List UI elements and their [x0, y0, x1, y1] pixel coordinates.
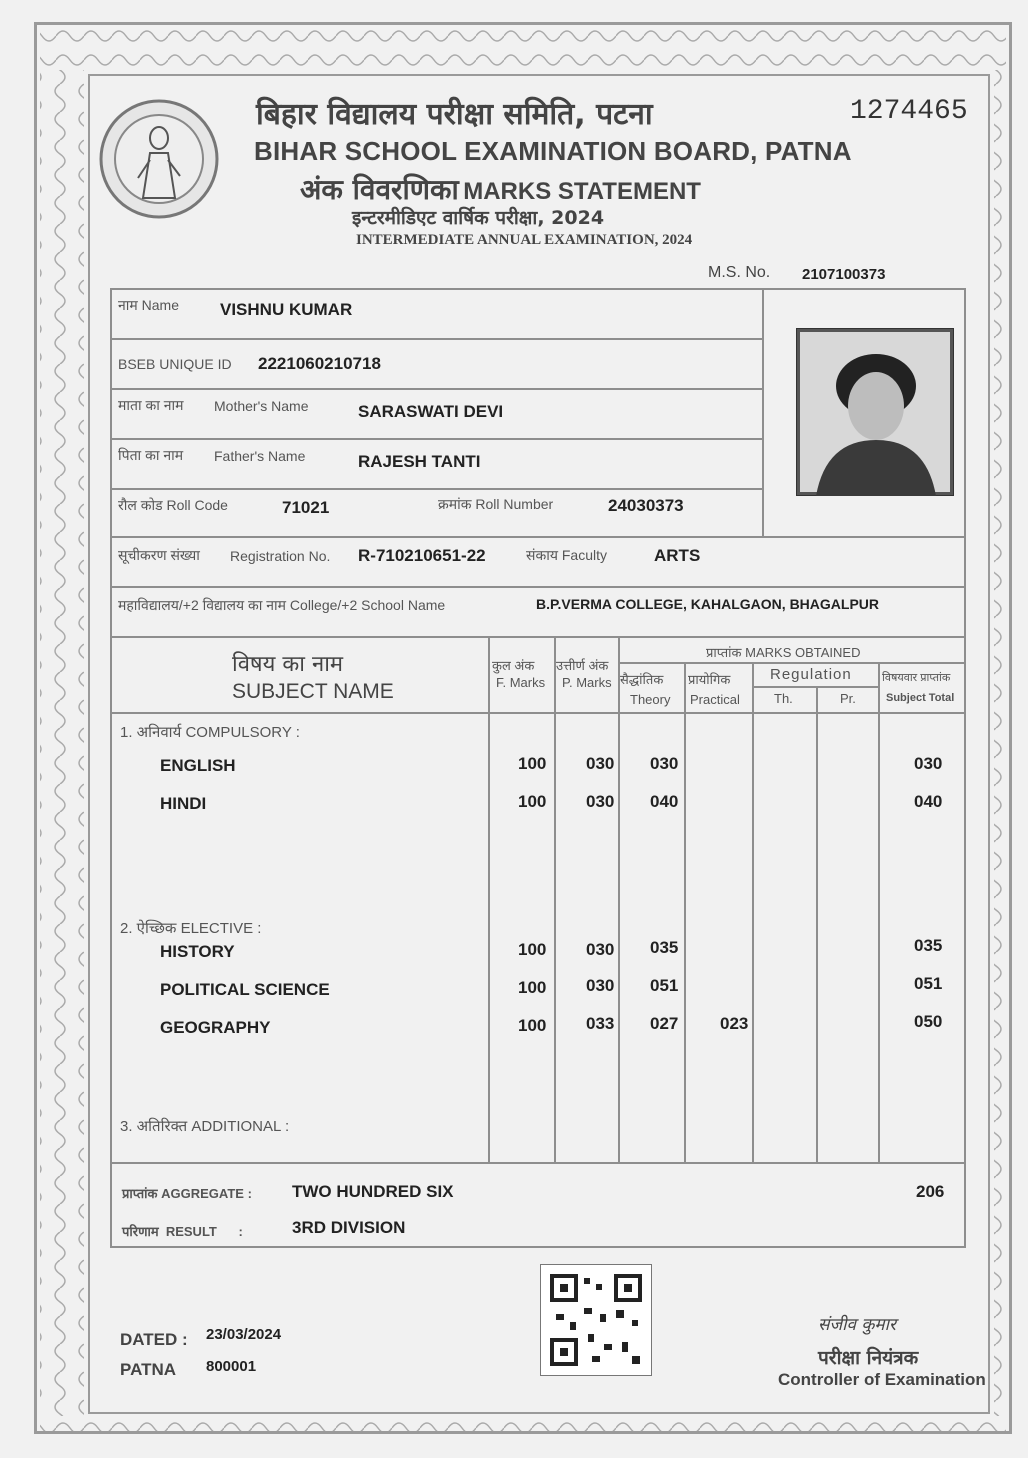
section-compulsory: 1. अनिवार्य COMPULSORY : [120, 724, 300, 741]
pass-marks: 030 [586, 754, 615, 773]
theory-marks: 035 [650, 938, 679, 957]
statement-title-english: MARKS STATEMENT [463, 178, 701, 205]
theory-marks: 040 [650, 792, 679, 811]
qr-code [540, 1264, 652, 1376]
rule [878, 662, 880, 1164]
rule [816, 686, 818, 1164]
theory-marks: 030 [650, 754, 679, 773]
roll-number-label: क्रमांक Roll Number [438, 496, 554, 512]
fmarks-header-english: F. Marks [496, 675, 546, 690]
practical-header-english: Practical [690, 692, 740, 707]
subject-total-header-english: Subject Total [886, 692, 955, 704]
registration-number: R-710210651-22 [358, 546, 486, 565]
result-label: परिणाम RESULT : [122, 1224, 243, 1239]
rule [110, 338, 764, 340]
full-marks: 100 [518, 1016, 547, 1035]
theory-marks: 051 [650, 976, 679, 995]
subject-name: HINDI [160, 794, 207, 813]
theory-marks: 027 [650, 1014, 679, 1033]
subject-total: 051 [914, 974, 943, 993]
full-marks: 100 [518, 792, 547, 811]
subject-total: 030 [914, 754, 943, 773]
serial-number: 1274465 [850, 96, 968, 127]
section-additional: 3. अतिरिक्त ADDITIONAL : [120, 1118, 290, 1135]
rule [752, 686, 878, 688]
rule [618, 662, 964, 664]
rule [110, 488, 764, 490]
ms-no-value: 2107100373 [802, 266, 886, 283]
roll-code-value: 71021 [282, 498, 330, 517]
rule [110, 636, 112, 1248]
student-name: VISHNU KUMAR [220, 300, 353, 319]
faculty-label: संकाय Faculty [526, 547, 607, 563]
exam-name-english: INTERMEDIATE ANNUAL EXAMINATION, 2024 [356, 232, 693, 248]
rule [110, 438, 764, 440]
college-name: B.P.VERMA COLLEGE, KAHALGAON, BHAGALPUR [536, 596, 880, 612]
subject-name: GEOGRAPHY [160, 1018, 271, 1037]
rule [110, 636, 966, 638]
place-value: 800001 [206, 1358, 257, 1375]
rule [110, 388, 764, 390]
result-value: 3RD DIVISION [292, 1218, 406, 1237]
registration-label-english: Registration No. [230, 548, 331, 564]
roll-number-value: 24030373 [608, 496, 684, 515]
full-marks: 100 [518, 978, 547, 997]
rule [110, 586, 966, 588]
subject-name: ENGLISH [160, 756, 236, 775]
rule [110, 712, 966, 714]
mother-label-english: Mother's Name [214, 398, 309, 414]
full-marks: 100 [518, 754, 547, 773]
rule [618, 636, 620, 1164]
statement-title [300, 170, 701, 208]
aggregate-words: TWO HUNDRED SIX [292, 1182, 454, 1201]
board-seal-logo [98, 98, 220, 220]
registration-label-hindi: सूचीकरण संख्या [118, 547, 200, 563]
rule [488, 636, 490, 1164]
board-name-english: BIHAR SCHOOL EXAMINATION BOARD, PATNA [254, 136, 852, 166]
subject-name: POLITICAL SCIENCE [160, 980, 330, 999]
rule [684, 662, 686, 1164]
rule [110, 1162, 966, 1164]
subject-total: 035 [914, 936, 943, 955]
rule [964, 636, 966, 1248]
subject-header-hindi: विषय का नाम [232, 652, 344, 677]
rule [554, 636, 556, 1164]
controller-signature: संजीव कुमार [818, 1315, 896, 1335]
controller-title-hindi: परीक्षा नियंत्रक [818, 1347, 919, 1369]
roll-code-label: रौल कोड Roll Code [118, 497, 228, 513]
aggregate-value: 206 [916, 1182, 945, 1201]
rule [110, 1246, 966, 1248]
unique-id-value: 2221060210718 [258, 354, 381, 373]
full-marks: 100 [518, 940, 547, 959]
regulation-th-header: Th. [774, 691, 793, 706]
pass-marks: 030 [586, 976, 615, 995]
practical-header-hindi: प्रायोगिक [688, 672, 731, 687]
dated-value: 23/03/2024 [206, 1326, 282, 1343]
subject-total: 050 [914, 1012, 943, 1031]
statement-title-hindi: अंक विवरणिका [300, 173, 459, 206]
section-elective: 2. ऐच्छिक ELECTIVE : [120, 920, 262, 937]
exam-name-hindi: इन्टरमीडिएट वार्षिक परीक्षा, 2024 [352, 207, 605, 229]
subject-total: 040 [914, 792, 943, 811]
regulation-header: Regulation [770, 666, 852, 683]
faculty-value: ARTS [654, 546, 701, 565]
subject-header-english: SUBJECT NAME [232, 680, 394, 703]
pmarks-header-english: P. Marks [562, 675, 612, 690]
rule [110, 536, 966, 538]
college-label: महाविद्यालय/+2 विद्यालय का नाम College/+2 School Name [118, 597, 446, 613]
controller-title-english: Controller of Examination [778, 1370, 986, 1389]
theory-header-english: Theory [630, 692, 671, 707]
father-name: RAJESH TANTI [358, 452, 481, 471]
regulation-pr-header: Pr. [840, 691, 856, 706]
pass-marks: 030 [586, 792, 615, 811]
theory-header-hindi: सैद्धांतिक [620, 672, 664, 687]
subject-name: HISTORY [160, 942, 235, 961]
subject-total-header-hindi: विषयवार प्राप्तांक [882, 672, 951, 684]
fmarks-header-hindi: कुल अंक [492, 658, 535, 673]
student-photo [796, 328, 954, 496]
rule [762, 288, 764, 538]
father-label-hindi: पिता का नाम [118, 447, 184, 463]
pass-marks: 030 [586, 940, 615, 959]
pass-marks: 033 [586, 1014, 615, 1033]
board-name-hindi: बिहार विद्यालय परीक्षा समिति, पटना [256, 97, 653, 132]
dated-label: DATED : [120, 1330, 188, 1349]
father-label-english: Father's Name [214, 448, 306, 464]
rule [752, 662, 754, 1164]
practical-marks: 023 [720, 1014, 749, 1033]
mother-name: SARASWATI DEVI [358, 402, 504, 421]
unique-id-label: BSEB UNIQUE ID [118, 356, 232, 372]
mother-label-hindi: माता का नाम [118, 397, 184, 413]
pmarks-header-hindi: उत्तीर्ण अंक [556, 658, 609, 673]
ms-no-label: M.S. No. [708, 264, 771, 281]
name-label: नाम Name [118, 297, 180, 313]
aggregate-label: प्राप्तांक AGGREGATE : [122, 1186, 252, 1201]
marks-obtained-header: प्राप्तांक MARKS OBTAINED [706, 645, 861, 660]
rule [110, 288, 966, 290]
place-label: PATNA [120, 1360, 177, 1379]
